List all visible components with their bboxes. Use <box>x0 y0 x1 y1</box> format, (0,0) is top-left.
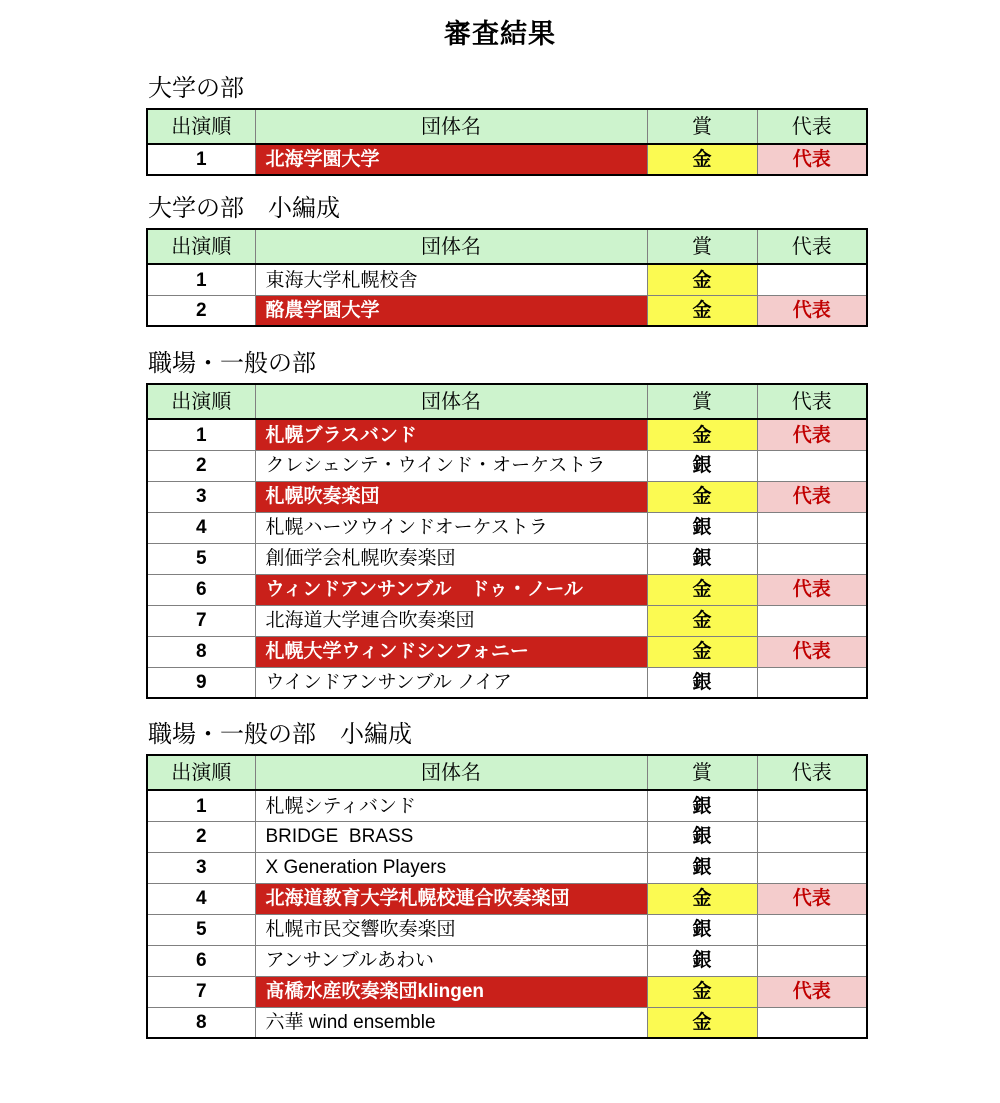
table-row <box>147 264 867 295</box>
cell-group-name: 札幌大学ウィンドシンフォニー <box>255 636 647 667</box>
cell-group-name: アンサンブルあわい <box>255 945 647 976</box>
cell-order: 6 <box>147 574 255 605</box>
section-4 <box>146 722 868 1039</box>
table-row <box>147 852 867 883</box>
column-header-representative: 代表 <box>757 229 867 264</box>
cell-representative <box>757 543 867 574</box>
cell-order: 9 <box>147 667 255 698</box>
cell-representative: 代表 <box>757 636 867 667</box>
cell-prize: 銀 <box>647 512 757 543</box>
cell-representative: 代表 <box>757 883 867 914</box>
cell-group-name: X Generation Players <box>255 852 647 883</box>
cell-group-name: ウインドアンサンブル ノイア <box>255 667 647 698</box>
table-row <box>147 512 867 543</box>
cell-representative: 代表 <box>757 295 867 326</box>
cell-representative <box>757 605 867 636</box>
table-row <box>147 790 867 821</box>
cell-prize: 金 <box>647 481 757 512</box>
cell-prize: 金 <box>647 144 757 175</box>
section-1 <box>146 76 868 176</box>
cell-representative <box>757 914 867 945</box>
table-header-row <box>147 109 867 144</box>
cell-prize: 金 <box>647 574 757 605</box>
section-title: 大学の部 小編成 <box>148 195 340 222</box>
table-row <box>147 667 867 698</box>
table-row <box>147 945 867 976</box>
cell-order: 3 <box>147 852 255 883</box>
cell-prize: 銀 <box>647 852 757 883</box>
column-header-order: 出演順 <box>147 109 255 144</box>
table-row <box>147 976 867 1007</box>
cell-representative: 代表 <box>757 574 867 605</box>
cell-order: 8 <box>147 636 255 667</box>
column-header-name: 団体名 <box>255 384 647 419</box>
section-3 <box>146 351 868 699</box>
cell-group-name: 六華 wind ensemble <box>255 1007 647 1038</box>
cell-representative <box>757 450 867 481</box>
cell-group-name: 札幌シティバンド <box>255 790 647 821</box>
cell-group-name: クレシェンテ・ウインド・オーケストラ <box>255 450 647 481</box>
cell-order: 4 <box>147 512 255 543</box>
cell-prize: 金 <box>647 605 757 636</box>
cell-order: 4 <box>147 883 255 914</box>
table-row <box>147 605 867 636</box>
cell-group-name: ウィンドアンサンブル ドゥ・ノール <box>255 574 647 605</box>
cell-group-name: 北海道教育大学札幌校連合吹奏楽団 <box>255 883 647 914</box>
cell-group-name: 髙橋水産吹奏楽団klingen <box>255 976 647 1007</box>
column-header-representative: 代表 <box>757 109 867 144</box>
table-row <box>147 574 867 605</box>
results-table <box>146 108 868 176</box>
cell-order: 6 <box>147 945 255 976</box>
cell-group-name: 東海大学札幌校舎 <box>255 264 647 295</box>
column-header-representative: 代表 <box>757 384 867 419</box>
cell-representative <box>757 821 867 852</box>
page-title: 審査結果 <box>444 19 556 49</box>
cell-prize: 金 <box>647 264 757 295</box>
column-header-prize: 賞 <box>647 755 757 790</box>
section-title: 大学の部 <box>148 75 244 102</box>
cell-group-name: 酪農学園大学 <box>255 295 647 326</box>
cell-prize: 銀 <box>647 945 757 976</box>
cell-representative: 代表 <box>757 144 867 175</box>
cell-order: 7 <box>147 605 255 636</box>
cell-prize: 金 <box>647 1007 757 1038</box>
cell-representative <box>757 790 867 821</box>
table-row <box>147 636 867 667</box>
table-row <box>147 821 867 852</box>
table-row <box>147 419 867 450</box>
cell-order: 1 <box>147 419 255 450</box>
cell-group-name: 北海学園大学 <box>255 144 647 175</box>
cell-prize: 金 <box>647 636 757 667</box>
column-header-order: 出演順 <box>147 755 255 790</box>
cell-order: 5 <box>147 543 255 574</box>
cell-prize: 銀 <box>647 790 757 821</box>
cell-prize: 金 <box>647 295 757 326</box>
column-header-prize: 賞 <box>647 229 757 264</box>
table-row <box>147 450 867 481</box>
results-table <box>146 228 868 327</box>
table-header-row <box>147 384 867 419</box>
results-table <box>146 754 868 1039</box>
cell-prize: 銀 <box>647 543 757 574</box>
cell-representative <box>757 667 867 698</box>
cell-representative <box>757 945 867 976</box>
cell-order: 8 <box>147 1007 255 1038</box>
table-row <box>147 883 867 914</box>
column-header-name: 団体名 <box>255 229 647 264</box>
column-header-representative: 代表 <box>757 755 867 790</box>
column-header-prize: 賞 <box>647 109 757 144</box>
table-row <box>147 295 867 326</box>
cell-order: 1 <box>147 264 255 295</box>
cell-representative <box>757 1007 867 1038</box>
cell-prize: 銀 <box>647 450 757 481</box>
cell-prize: 銀 <box>647 667 757 698</box>
cell-representative: 代表 <box>757 419 867 450</box>
section-2 <box>146 196 868 327</box>
table-row <box>147 481 867 512</box>
cell-order: 2 <box>147 450 255 481</box>
cell-group-name: 札幌市民交響吹奏楽団 <box>255 914 647 945</box>
cell-group-name: 札幌ブラスバンド <box>255 419 647 450</box>
cell-order: 5 <box>147 914 255 945</box>
section-title: 職場・一般の部 小編成 <box>148 721 412 748</box>
cell-representative: 代表 <box>757 976 867 1007</box>
table-row <box>147 144 867 175</box>
cell-group-name: BRIDGE BRASS <box>255 821 647 852</box>
cell-group-name: 札幌ハーツウインドオーケストラ <box>255 512 647 543</box>
table-header-row <box>147 755 867 790</box>
cell-prize: 金 <box>647 883 757 914</box>
cell-representative <box>757 512 867 543</box>
column-header-order: 出演順 <box>147 384 255 419</box>
cell-group-name: 札幌吹奏楽団 <box>255 481 647 512</box>
table-header-row <box>147 229 867 264</box>
cell-order: 2 <box>147 295 255 326</box>
cell-representative <box>757 264 867 295</box>
cell-prize: 銀 <box>647 821 757 852</box>
cell-representative <box>757 852 867 883</box>
cell-prize: 銀 <box>647 914 757 945</box>
cell-order: 7 <box>147 976 255 1007</box>
table-row <box>147 543 867 574</box>
section-title: 職場・一般の部 <box>148 350 316 377</box>
cell-order: 1 <box>147 790 255 821</box>
column-header-name: 団体名 <box>255 755 647 790</box>
cell-prize: 金 <box>647 419 757 450</box>
column-header-order: 出演順 <box>147 229 255 264</box>
column-header-prize: 賞 <box>647 384 757 419</box>
table-row <box>147 1007 867 1038</box>
cell-order: 2 <box>147 821 255 852</box>
cell-representative: 代表 <box>757 481 867 512</box>
column-header-name: 団体名 <box>255 109 647 144</box>
table-row <box>147 914 867 945</box>
cell-prize: 金 <box>647 976 757 1007</box>
results-table <box>146 383 868 699</box>
cell-order: 1 <box>147 144 255 175</box>
cell-group-name: 創価学会札幌吹奏楽団 <box>255 543 647 574</box>
cell-order: 3 <box>147 481 255 512</box>
cell-group-name: 北海道大学連合吹奏楽団 <box>255 605 647 636</box>
